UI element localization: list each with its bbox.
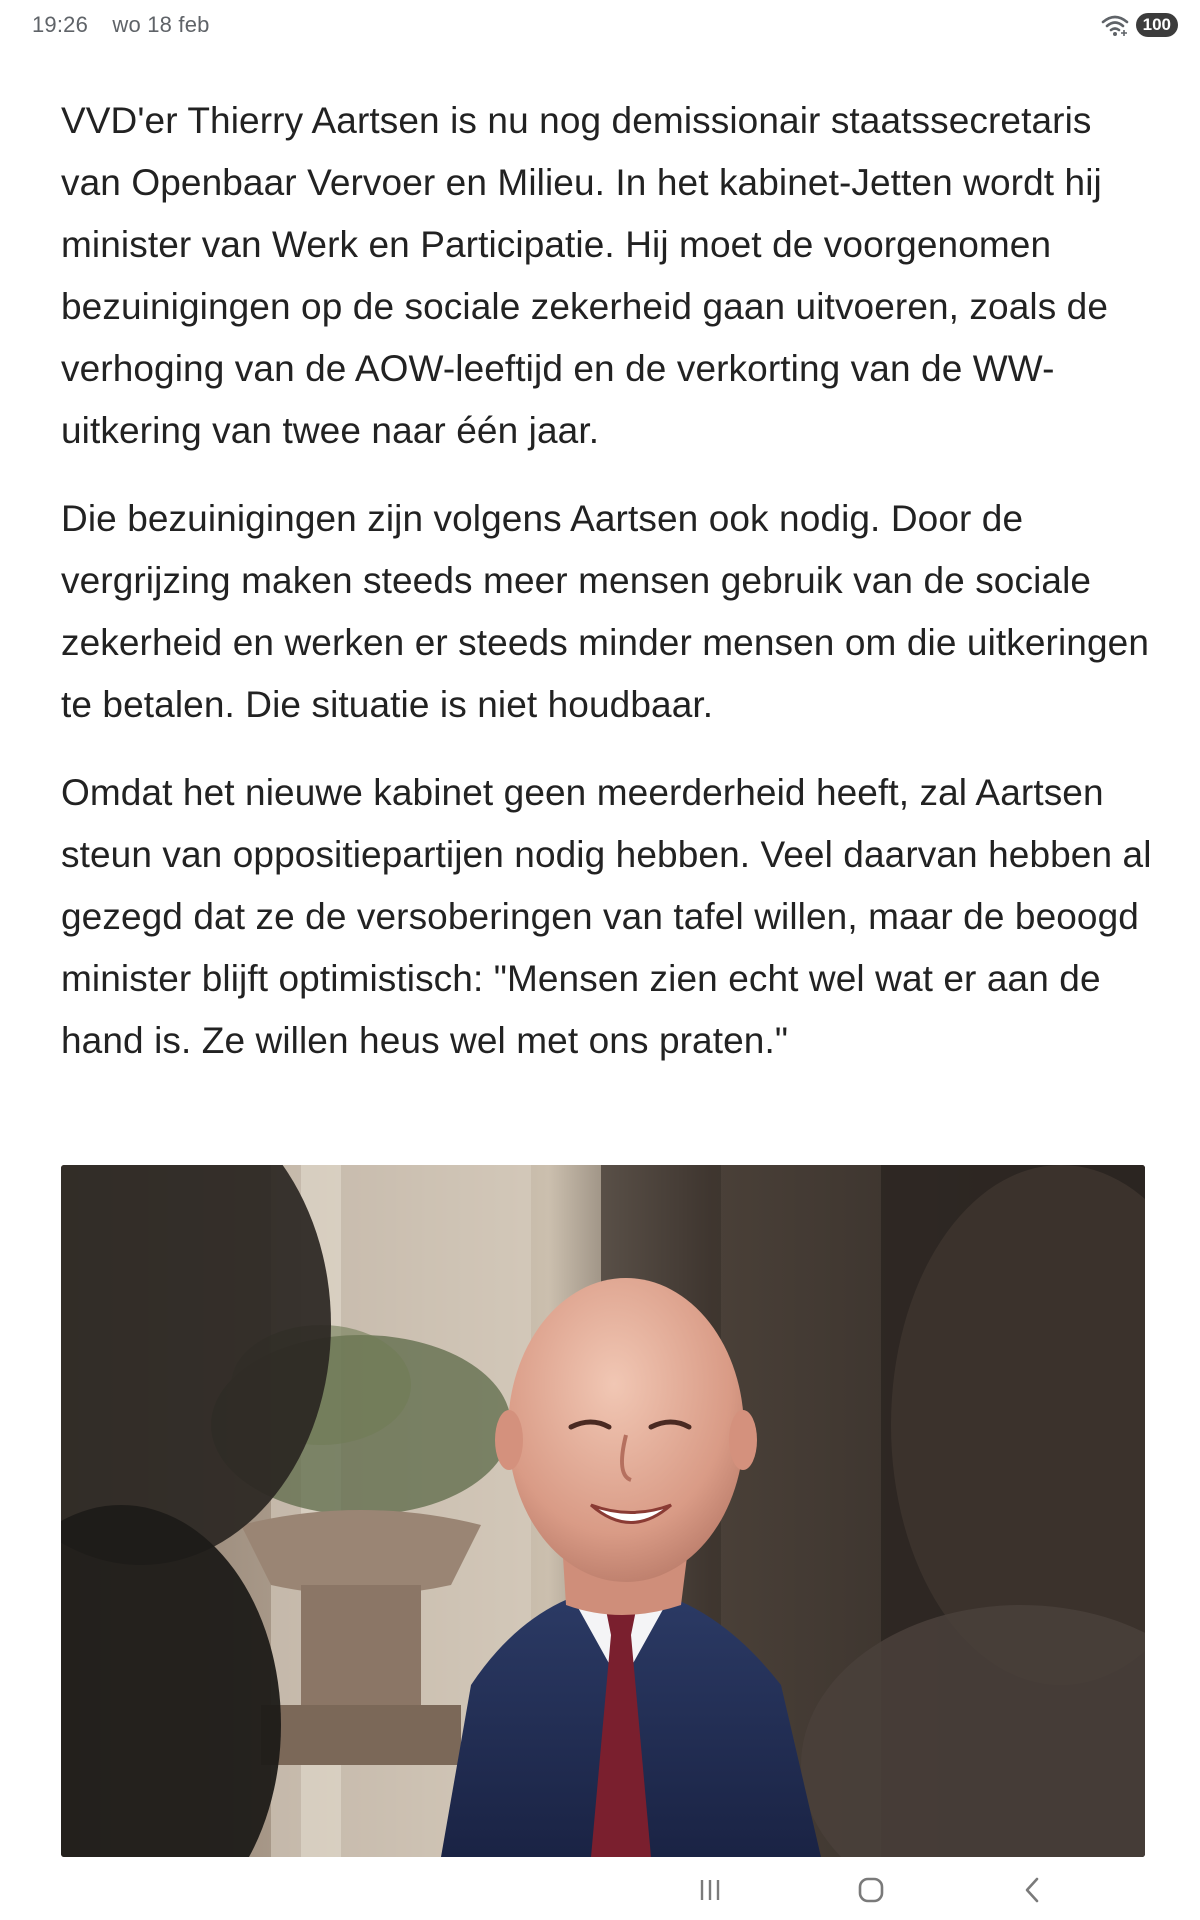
status-time: 19:26 <box>32 12 89 37</box>
status-left <box>32 12 228 38</box>
status-right <box>1100 12 1178 38</box>
paragraph-2: Die bezuinigingen zijn volgens Aartsen ook nodig. Door de vergrijzing maken steeds meer mensen gebruik van de sociale zekerheid en werken er steeds minder mensen om die uitkeringen te betalen. Die situatie is niet houdbaar. <box>61 498 1149 725</box>
wifi-icon <box>1100 12 1130 38</box>
recents-icon <box>695 1877 725 1903</box>
home-button[interactable] <box>841 1868 901 1912</box>
status-bar <box>0 0 1200 56</box>
back-button[interactable] <box>1002 1868 1062 1912</box>
photo-illustration <box>61 1165 1145 1857</box>
paragraph-1: VVD'er Thierry Aartsen is nu nog demissionair staatssecretaris van Openbaar Vervoer en Milieu. In het kabinet-Jetten wordt hij minister van Werk en Participatie. Hij moet de voorgenomen bezuinigingen op de sociale zekerheid gaan uitvoeren, zoals de verhoging van de AOW-leeftijd en de verkorting van de WW-uitkering van twee naar één jaar. <box>61 100 1109 451</box>
battery-icon: 100 <box>1136 13 1178 37</box>
status-date: wo 18 feb <box>112 12 210 37</box>
recents-button[interactable] <box>680 1868 740 1912</box>
home-icon <box>856 1875 886 1905</box>
navigation-bar <box>0 1858 1200 1920</box>
paragraph-3: Omdat het nieuwe kabinet geen meerderheid heeft, zal Aartsen steun van oppositiepartijen nodig hebben. Veel daarvan hebben al gezegd dat ze de versoberingen van tafel willen, maar de beoogd minister blijft optimistisch: "Mensen zien echt wel wat er aan de hand is. Ze willen heus wel met ons praten." <box>61 772 1152 1061</box>
back-icon <box>1020 1875 1044 1905</box>
article-body <box>61 90 1161 1098</box>
article-photo[interactable] <box>61 1165 1145 1857</box>
